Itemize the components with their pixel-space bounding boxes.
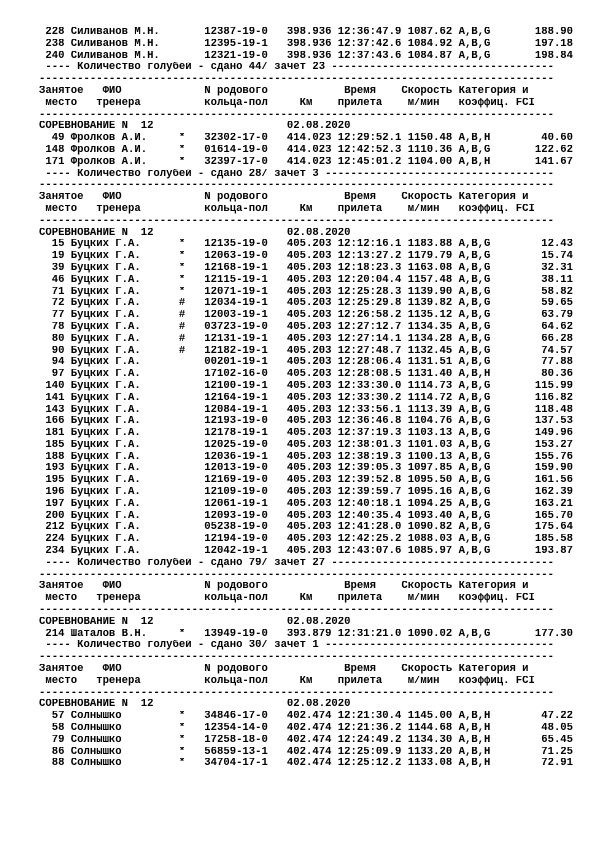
result-row: 77 Буцких Г.А. # 12003-19-1 405.203 12:26:58.2 1135.12 A,B,G 63.79 bbox=[39, 310, 574, 322]
competition-header: СОРЕВНОВАНИЕ N 12 02.08.2020 bbox=[39, 699, 351, 711]
separator-line: --------------------------------------------------------------------------------- bbox=[39, 215, 554, 227]
competition-header: СОРЕВНОВАНИЕ N 12 02.08.2020 bbox=[39, 616, 351, 628]
result-row: 228 Силиванов М.Н. 12387-19-0 398.936 12:36:47.9 1087.62 A,B,G 188.90 bbox=[39, 27, 574, 38]
result-row: 78 Буцких Г.А. # 03723-19-0 405.203 12:27:12.7 1134.35 A,B,G 64.62 bbox=[39, 321, 574, 333]
result-row: 97 Буцких Г.А. 17102-16-0 405.203 12:28:08.5 1131.40 A,B,H 80.36 bbox=[39, 369, 574, 381]
result-row: 197 Буцких Г.А. 12061-19-1 405.203 12:40:18.1 1094.25 A,B,G 163.21 bbox=[39, 498, 574, 510]
separator-line: --------------------------------------------------------------------------------- bbox=[39, 605, 554, 617]
result-row: 181 Буцких Г.А. 12178-19-1 405.203 12:37:19.3 1103.13 A,B,G 149.96 bbox=[39, 428, 574, 440]
result-row: 171 Фролков А.И. * 32397-17-0 414.023 12:45:01.2 1104.00 A,B,H 141.67 bbox=[39, 156, 574, 168]
column-header: место тренера кольца-пол Км прилета м/мин коэффиц. FCI bbox=[39, 593, 535, 605]
result-row: 234 Буцких Г.А. 12042-19-1 405.203 12:43:07.6 1085.97 A,B,G 193.87 bbox=[39, 546, 574, 558]
result-row: 86 Солнышко * 56859-13-1 402.474 12:25:09.9 1133.20 A,B,H 71.25 bbox=[39, 746, 574, 758]
result-row: 193 Буцких Г.А. 12013-19-0 405.203 12:39:05.3 1097.85 A,B,G 159.90 bbox=[39, 463, 574, 475]
result-row: 72 Буцких Г.А. # 12034-19-1 405.203 12:25:29.8 1139.82 A,B,G 59.65 bbox=[39, 298, 574, 310]
result-row: 57 Солнышко * 34846-17-0 402.474 12:21:30.4 1145.00 A,B,H 47.22 bbox=[39, 711, 574, 723]
separator-line: --------------------------------------------------------------------------------- bbox=[39, 180, 554, 192]
result-row: 148 Фролков А.И. * 01614-19-0 414.023 12:42:52.3 1110.36 A,B,G 122.62 bbox=[39, 144, 574, 156]
column-header: место тренера кольца-пол Км прилета м/мин коэффиц. FCI bbox=[39, 97, 535, 109]
separator-line: --------------------------------------------------------------------------------- bbox=[39, 74, 554, 86]
column-header: Занятое ФИО N родового Время Скорость Категория и bbox=[39, 85, 529, 97]
column-header: Занятое ФИО N родового Время Скорость Категория и bbox=[39, 664, 529, 676]
column-header: Занятое ФИО N родового Время Скорость Категория и bbox=[39, 192, 529, 204]
result-row: 141 Буцких Г.А. 12164-19-1 405.203 12:33:30.2 1114.72 A,B,G 116.82 bbox=[39, 392, 574, 404]
report-document bbox=[39, 27, 595, 770]
result-row: 224 Буцких Г.А. 12194-19-0 405.203 12:42:25.2 1088.03 A,B,G 185.58 bbox=[39, 534, 574, 546]
result-row: 88 Солнышко * 34704-17-1 402.474 12:25:12.2 1133.08 A,B,H 72.91 bbox=[39, 758, 574, 770]
result-row: 15 Буцких Г.А. * 12135-19-0 405.203 12:12:16.1 1183.88 A,B,G 12.43 bbox=[39, 239, 574, 251]
competition-header: СОРЕВНОВАНИЕ N 12 02.08.2020 bbox=[39, 227, 351, 239]
summary-line: ---- Количество голубей - сдано 44/ зачет 23 ----------------------------------- bbox=[39, 62, 554, 74]
column-header: место тренера кольца-пол Км прилета м/мин коэффиц. FCI bbox=[39, 675, 535, 687]
result-row: 143 Буцких Г.А. 12084-19-1 405.203 12:33:56.1 1113.39 A,B,G 118.48 bbox=[39, 404, 574, 416]
result-row: 196 Буцких Г.А. 12109-19-0 405.203 12:39:59.7 1095.16 A,B,G 162.39 bbox=[39, 487, 574, 499]
result-row: 80 Буцких Г.А. # 12131-19-1 405.203 12:27:14.1 1134.28 A,B,G 66.28 bbox=[39, 333, 574, 345]
result-row: 188 Буцких Г.А. 12036-19-1 405.203 12:38:19.3 1100.13 A,B,G 155.76 bbox=[39, 451, 574, 463]
result-row: 166 Буцких Г.А. 12193-19-0 405.203 12:36:46.8 1104.76 A,B,G 137.53 bbox=[39, 416, 574, 428]
summary-line: ---- Количество голубей - сдано 28/ зачет 3 ------------------------------------ bbox=[39, 168, 554, 180]
result-row: 212 Буцких Г.А. 05238-19-0 405.203 12:41:28.0 1090.82 A,B,G 175.64 bbox=[39, 522, 574, 534]
result-row: 39 Буцких Г.А. * 12168-19-1 405.203 12:18:23.3 1163.08 A,B,G 32.31 bbox=[39, 262, 574, 274]
result-row: 185 Буцких Г.А. 12025-19-0 405.203 12:38:01.3 1101.03 A,B,G 153.27 bbox=[39, 439, 574, 451]
result-row: 46 Буцких Г.А. * 12115-19-1 405.203 12:20:04.4 1157.48 A,B,G 38.11 bbox=[39, 274, 574, 286]
result-row: 240 Силиванов М.Н. 12321-19-0 398.936 12:37:43.6 1084.87 A,B,G 198.84 bbox=[39, 50, 574, 62]
result-row: 90 Буцких Г.А. # 12182-19-1 405.203 12:27:48.7 1132.45 A,B,G 74.57 bbox=[39, 345, 574, 357]
separator-line: --------------------------------------------------------------------------------- bbox=[39, 652, 554, 664]
result-row: 71 Буцких Г.А. * 12071-19-1 405.203 12:25:28.3 1139.90 A,B,G 58.82 bbox=[39, 286, 574, 298]
result-row: 94 Буцких Г.А. 00201-19-1 405.203 12:28:06.4 1131.51 A,B,G 77.88 bbox=[39, 357, 574, 369]
separator-line: --------------------------------------------------------------------------------- bbox=[39, 569, 554, 581]
result-row: 49 Фролков А.И. * 32302-17-0 414.023 12:29:52.1 1150.48 A,B,H 40.60 bbox=[39, 133, 574, 145]
result-row: 195 Буцких Г.А. 12169-19-0 405.203 12:39:52.8 1095.50 A,B,G 161.56 bbox=[39, 475, 574, 487]
result-row: 79 Солнышко * 17258-18-0 402.474 12:24:49.2 1134.30 A,B,H 65.45 bbox=[39, 734, 574, 746]
result-row: 58 Солнышко * 12354-14-0 402.474 12:21:36.2 1144.68 A,B,H 48.05 bbox=[39, 723, 574, 735]
separator-line: --------------------------------------------------------------------------------- bbox=[39, 109, 554, 121]
result-row: 238 Силиванов М.Н. 12395-19-1 398.936 12:37:42.6 1084.92 A,B,G 197.18 bbox=[39, 38, 574, 50]
result-row: 140 Буцких Г.А. 12100-19-1 405.203 12:33:30.0 1114.73 A,B,G 115.99 bbox=[39, 380, 574, 392]
summary-line: ---- Количество голубей - сдано 30/ зачет 1 ------------------------------------ bbox=[39, 640, 554, 652]
summary-line: ---- Количество голубей - сдано 79/ зачет 27 ----------------------------------- bbox=[39, 557, 554, 569]
column-header: Занятое ФИО N родового Время Скорость Категория и bbox=[39, 581, 529, 593]
result-row: 19 Буцких Г.А. * 12063-19-0 405.203 12:13:27.2 1179.79 A,B,G 15.74 bbox=[39, 251, 574, 263]
column-header: место тренера кольца-пол Км прилета м/мин коэффиц. FCI bbox=[39, 203, 535, 215]
result-row: 214 Шаталов В.Н. * 13949-19-0 393.879 12:31:21.0 1090.02 A,B,G 177.30 bbox=[39, 628, 574, 640]
result-row: 200 Буцких Г.А. 12093-19-0 405.203 12:40:35.4 1093.40 A,B,G 165.70 bbox=[39, 510, 574, 522]
competition-header: СОРЕВНОВАНИЕ N 12 02.08.2020 bbox=[39, 121, 351, 133]
separator-line: --------------------------------------------------------------------------------- bbox=[39, 687, 554, 699]
